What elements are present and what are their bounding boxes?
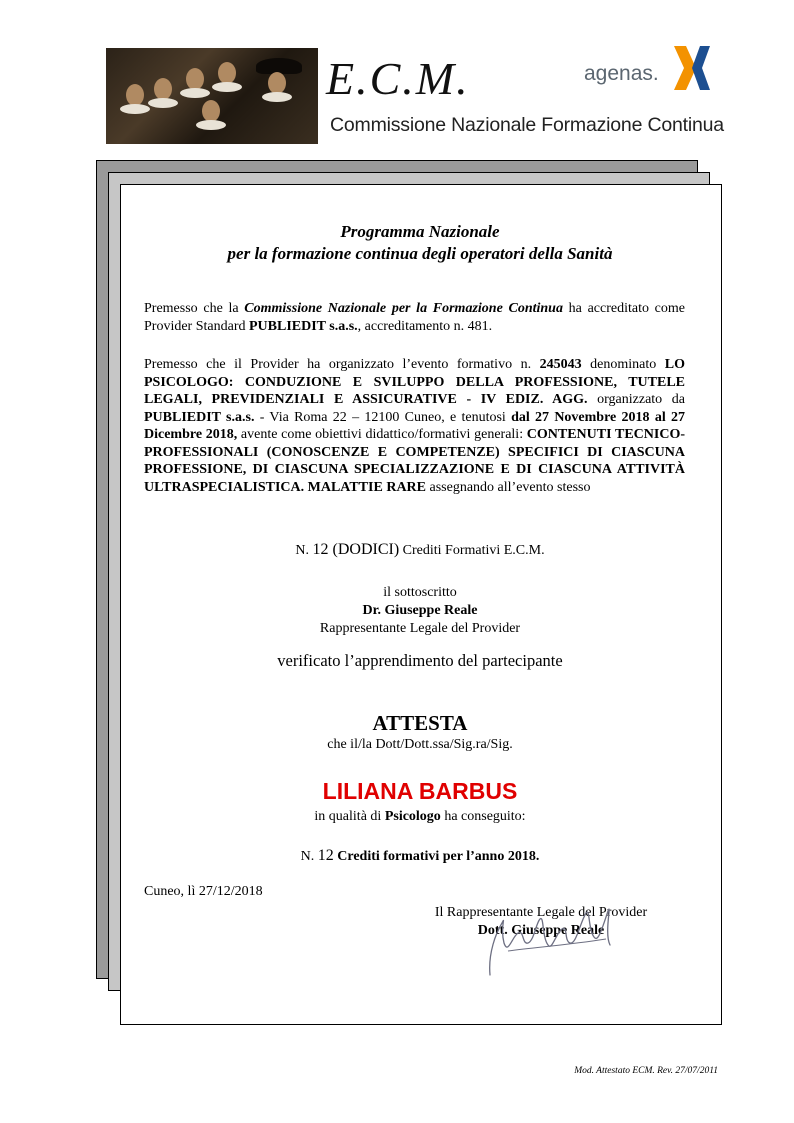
- handwritten-signature: [478, 893, 628, 983]
- anatomy-lesson-painting: [106, 48, 318, 144]
- commission-title: Commissione Nazionale Formazione Continua: [330, 114, 724, 136]
- qualification-line: in qualità di Psicologo ha conseguito:: [314, 809, 526, 824]
- attesta-heading: ATTESTA: [372, 711, 468, 735]
- credits-line: N. 12 (DODICI) Crediti Formativi E.C.M.: [295, 541, 545, 558]
- program-title: Programma Nazionale per la formazione continua degli operatori della Sanità: [227, 222, 613, 263]
- face-shape: [218, 62, 236, 84]
- participant-name: LILIANA BARBUS: [322, 778, 518, 804]
- collar-shape: [262, 92, 292, 102]
- agenas-logo: agenas.: [584, 62, 659, 85]
- agenas-mark-icon: [670, 44, 712, 92]
- face-shape: [186, 68, 204, 90]
- undersigned-block: il sottoscritto Dr. Giuseppe Reale Rappresentante Legale del Provider: [319, 585, 521, 636]
- face-shape: [126, 84, 144, 106]
- final-credits-line: N. 12 Crediti formativi per l’anno 2018.: [300, 847, 540, 864]
- signature-block: Il Rappresentante Legale del Provider Dott. Giuseppe Reale: [434, 905, 648, 938]
- header: [0, 0, 794, 150]
- ecm-title: E.C.M.: [326, 53, 470, 104]
- collar-shape: [196, 120, 226, 130]
- form-revision: Mod. Attestato ECM. Rev. 27/07/2011: [574, 1066, 718, 1076]
- salutation-line: che il/la Dott/Dott.ssa/Sig.ra/Sig.: [327, 737, 513, 752]
- collar-shape: [120, 104, 150, 114]
- provider-paragraph: Premesso che la Commissione Nazionale per la Formazione Continua ha accreditato come Provider Standard PUBLIEDIT s.a.s., accreditamento n. 481.: [144, 301, 685, 334]
- face-shape: [154, 78, 172, 100]
- place-date: Cuneo, lì 27/12/2018: [144, 884, 263, 899]
- collar-shape: [180, 88, 210, 98]
- collar-shape: [148, 98, 178, 108]
- event-paragraph: Premesso che il Provider ha organizzato l’evento formativo n. 245043 denominato LO PSICOLOGO: CONDUZIONE E SVILUPPO DELLA PROFESSIONE, TUTELE LEGALI, PREVIDENZIALI E ASSICURATIVE - IV EDIZ. AGG. organizzato da PUBLIEDIT s.a.s. - Via Roma 22 – 12100 Cuneo, e tenutosi dal 27 Novembre 2018 al 27 Dicembre 2018, avente come obiettivi didattico/formativi generali: CONTENUTI TECNICO-PROFESSIONALI (CONOSCENZE E COMPETENZE) SPECIFICI DI CIASCUNA PROFESSIONE, DI CIASCUNA SPECIALIZZAZIONE E DI CIASCUNA ATTIVITÀ ULTRASPECIALISTICA. MALATTIE RARE assegnando all’evento stesso: [144, 357, 685, 495]
- face-shape: [202, 100, 220, 122]
- verified-line: verificato l’apprendimento del partecipante: [277, 651, 563, 670]
- face-shape: [268, 72, 286, 94]
- collar-shape: [212, 82, 242, 92]
